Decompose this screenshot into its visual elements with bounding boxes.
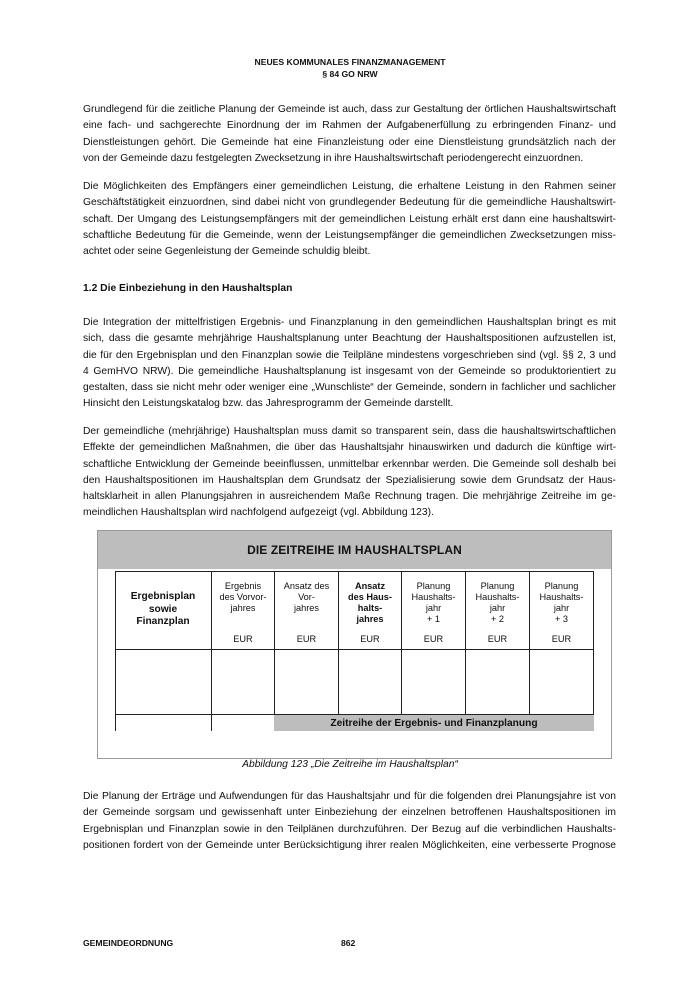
paragraph-line: meindlichen Haushaltsplan wird nachfolgend aufgezeigt (vgl. Abbildung 123).: [83, 507, 434, 519]
paragraph-line: Effekte der gemeindlichen Maßnahmen, die über das Haushaltsjahr hinauswirken und dadurch die künftige wirt-: [83, 442, 616, 454]
column-header-line: jahr: [553, 603, 570, 613]
paragraph-3: [83, 315, 616, 413]
column-header-line: jahres: [293, 603, 320, 613]
paragraph-line: achtet oder seine Gegenleistung der Gemeinde schuldig bleibt.: [83, 246, 371, 258]
first-column-line: Ergebnisplan: [130, 591, 196, 603]
column-header-line: Haushalts-: [539, 592, 584, 602]
paragraph-line: Der gemeindliche (mehrjährige) Haushaltsplan muss damit so transparent sein, dass die haushaltswirtschaftlichen: [83, 426, 616, 437]
column-header-line: Ansatz des: [283, 581, 330, 591]
column-header-line: Vor-: [298, 592, 315, 602]
paragraph-line: schaft. Der Umgang des Leistungsempfängers mit der gemeindlichen Leistung erhält erst dann eine haushaltswirt-: [83, 213, 616, 225]
column-header-line: des Haus-: [348, 592, 392, 602]
column-unit: EUR: [360, 634, 380, 644]
paragraph-1: [83, 102, 616, 167]
first-column-header: [115, 571, 211, 649]
column-unit: EUR: [423, 634, 444, 644]
column-header-line: jahr: [425, 603, 442, 613]
timeline-band: Zeitreihe der Ergebnis- und Finanzplanung: [274, 715, 594, 731]
paragraph-line: Ergebnisplan und Finanzplan sowie in den Teilplänen durchzuführen. Der Bezug auf die verbindlichen Haushalts-: [83, 823, 616, 835]
column-unit: EUR: [551, 634, 572, 644]
paragraph-line: gestalten, dass sie nicht mehr oder weniger eine „Wunschliste“ der Gemeinde, sondern in fachlicher und sachlicher: [83, 382, 616, 394]
column-header-line: jahr: [489, 603, 506, 613]
paragraph-line: schaftliche Entwicklung der Gemeinde beeinflussen, unmittelbar erkennbar werden. Die Gemeinde soll deshalb bei: [83, 458, 616, 470]
column-header-line: jahres: [356, 614, 384, 624]
paragraph-line: Grundlegend für die zeitliche Planung der Gemeinde ist auch, dass zur Gestaltung der örtlichen Haushaltswirtschaft: [83, 104, 616, 115]
column-header-line: halts-: [357, 603, 383, 613]
paragraph-line: eine fach- und sachgerechte Einordnung der im Rahmen der Aufgabenerfüllung zu erbringenden Finanz- und: [83, 120, 616, 132]
header-title: NEUES KOMMUNALES FINANZMANAGEMENT: [254, 57, 446, 67]
column-header-planung-2: [466, 581, 529, 625]
header-section: § 84 GO NRW: [322, 68, 378, 79]
timeline-table: [115, 571, 594, 731]
page-number: 862: [341, 938, 356, 948]
figure-caption: Abbildung 123 „Die Zeitreihe im Haushaltsplan“: [242, 759, 458, 770]
footer-title: GEMEINDEORDNUNG: [83, 938, 174, 948]
column-header-line: Planung: [544, 581, 579, 591]
column-unit: EUR: [487, 634, 508, 644]
paragraph-line: Dienstleistungen gehört. Die Gemeinde hat eine Finanzleistung oder eine Dienstleistung grundsätzlich nach der: [83, 136, 616, 148]
column-header-line: Haushalts-: [475, 592, 520, 602]
paragraph-4: [83, 424, 616, 522]
column-header-line: + 2: [490, 614, 505, 624]
paragraph-line: Die Möglichkeiten des Empfängers einer gemeindlichen Leistung, die erhaltene Leistung in den Rahmen seiner: [83, 181, 616, 192]
column-header-planung-3: [530, 581, 593, 625]
column-header-ansatz-haushaltsjahr: [339, 581, 401, 625]
paragraph-line: Die Integration der mittelfristigen Ergebnis- und Finanzplanung in den gemeindlichen Haushaltsplan bringt es mit: [83, 317, 616, 328]
timeline-figure: [97, 530, 612, 759]
paragraph-line: der Gemeinde sorgsam und gewissenhaft unter Einbeziehung der einzelnen betroffenen Haushaltspositionen im: [83, 807, 616, 819]
paragraph-line: den Haushaltspositionen im Haushaltsplan dem Grundsatz der Spezialisierung sowie dem Grundsatz der Haus-: [83, 474, 616, 486]
paragraph-2: [83, 179, 616, 260]
column-unit: EUR: [296, 634, 317, 644]
first-column-line: sowie: [148, 603, 178, 615]
column-header-line: Haushalts-: [411, 592, 456, 602]
column-header-ansatz-vorjahr: [275, 581, 338, 614]
table-divider: [115, 649, 594, 650]
paragraph-line: sich, dass die gesamte mehrjährige Haushaltsplanung unter Beachtung der Haushaltspositionen aufzustellen ist,: [83, 333, 616, 345]
column-unit: EUR: [233, 634, 253, 644]
page-header: [0, 57, 700, 80]
paragraph-line: von der Gemeinde dazu festgelegten Zwecksetzung in ihre Haushaltswirtschaft periodengerecht einzuordnen.: [83, 152, 584, 164]
paragraph-5: [83, 789, 616, 854]
table-border: [593, 571, 594, 731]
column-header-line: Ergebnis: [224, 581, 262, 591]
column-header-planung-1: [402, 581, 465, 625]
paragraph-line: Geschäftstätigkeit einzuordnen, sind dabei nicht von grundlegender Bedeutung für die gemeindliche Haushaltswirt-: [83, 197, 616, 209]
paragraph-line: haltsklarheit in allen Planungsjahren in ausreichendem Maße Rechnung tragen. Die mehrjährige Zeitreihe im ge-: [83, 491, 616, 503]
paragraph-line: positionen fordert von der Gemeinde unter Berücksichtigung ihrer realen Möglichkeiten, eine verbesserte Prognose: [83, 839, 616, 851]
paragraph-line: 4 GemHVO NRW). Die gemeindliche Haushaltsplanung ist insgesamt von der Gemeinde so produktorientiert zu: [83, 365, 616, 377]
column-header-line: Planung: [416, 581, 451, 591]
column-header-line: jahres: [230, 603, 256, 613]
paragraph-line: die für den Ergebnisplan und den Finanzplan sowie die Teilpläne mindestens vorgeschrieben sind (vgl. §§ 2, 3 und: [83, 349, 616, 361]
section-heading: 1.2 Die Einbeziehung in den Haushaltsplan: [83, 283, 293, 294]
paragraph-line: schaftliche Bedeutung für die Gemeinde, wenn der Leistungsempfänger die gemeindlichen Zwecksetzungen miss-: [83, 229, 616, 241]
first-column-line: Finanzplan: [136, 616, 190, 628]
figure-title: DIE ZEITREIHE IM HAUSHALTSPLAN: [98, 531, 611, 569]
column-header-ergebnis-vorvorjahr: [212, 581, 274, 614]
paragraph-line: Die Planung der Erträge und Aufwendungen für das Haushaltsjahr und für die folgenden drei Planungsjahre ist von: [83, 791, 616, 802]
column-header-line: + 3: [554, 614, 569, 624]
paragraph-line: Hinsicht den Leistungskatalog bzw. das Jahresprogramm der Gemeinde darstellt.: [83, 398, 454, 410]
column-header-line: Ansatz: [354, 581, 386, 591]
column-header-line: + 1: [426, 614, 441, 624]
column-header-line: des Vorvor-: [219, 592, 267, 602]
column-header-line: Planung: [480, 581, 515, 591]
